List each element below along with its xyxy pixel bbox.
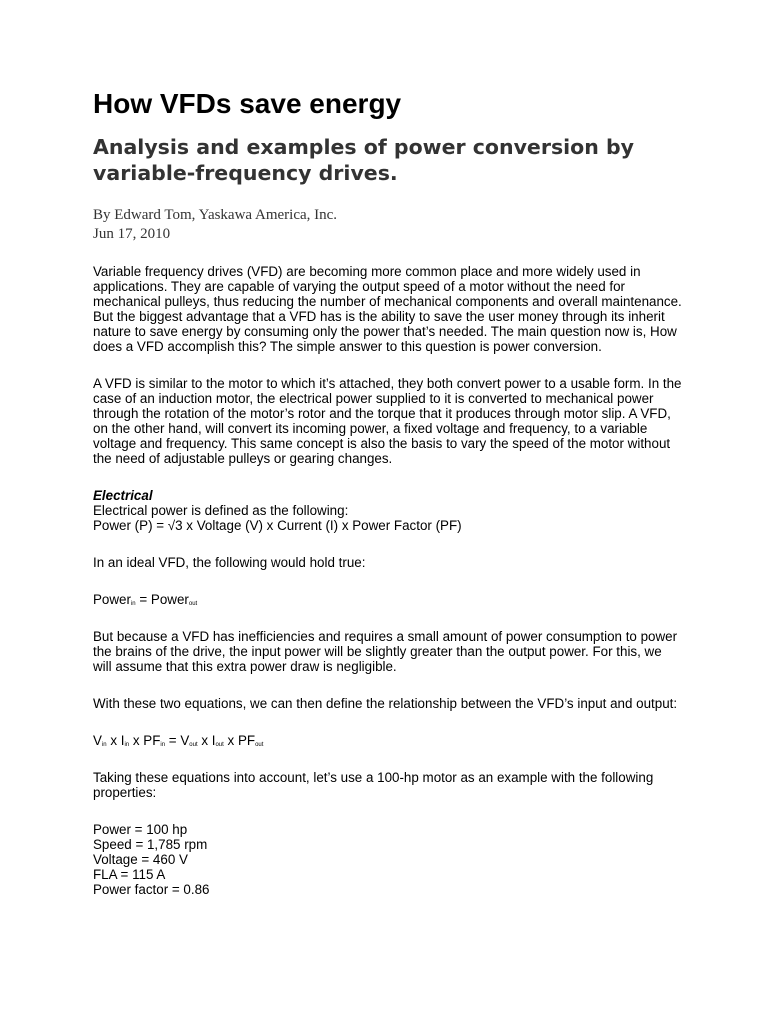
electrical-section: [93, 488, 683, 533]
property-voltage: Voltage = 460 V: [93, 852, 188, 867]
paragraph-inefficiencies: But because a VFD has inefficiencies and requires a small amount of power consumption to power the brains of the drive, the input power will be slightly greater than the output power. For this, we will assume that this extra power draw is negligible.: [93, 629, 678, 674]
eq2-i-in: in: [124, 742, 130, 748]
paragraph-relationship: With these two equations, we can then define the relationship between the VFD’s input and output:: [93, 696, 678, 711]
byline: [93, 206, 683, 244]
author-line: By Edward Tom, Yaskawa America, Inc.: [93, 207, 338, 223]
property-power-factor: Power factor = 0.86: [93, 882, 210, 897]
eq2-i-out: out: [215, 742, 224, 748]
article: [93, 84, 683, 897]
eq2-pf-out: out: [255, 742, 264, 748]
eq2-v-out: out: [189, 742, 198, 748]
ideal-vfd-intro: In an ideal VFD, the following would hold true:: [93, 555, 366, 570]
eq2-v: V: [93, 733, 102, 748]
paragraph-intro: Variable frequency drives (VFD) are becoming more common place and more widely used in applications. They are capable of varying the output speed of a motor without the need for mechanical pulleys, thus reducing the number of mechanical components and overall maintenance. But the biggest advantage that a VFD has is the ability to save the user money through its inherit nature to save energy by consuming only the power that’s needed. The main question now is, How does a VFD accomplish this? The simple answer to this question is power conversion.: [93, 264, 682, 354]
property-speed: Speed = 1,785 rpm: [93, 837, 208, 852]
eq2-pf-in: in: [160, 742, 166, 748]
eq2-x2: x PF: [129, 733, 161, 748]
power-formula: Power (P) = √3 x Voltage (V) x Current (I) x Power Factor (PF): [93, 518, 462, 533]
property-fla: FLA = 115 A: [93, 867, 166, 882]
eq2-x1: x I: [106, 733, 125, 748]
article-title: How VFDs save energy: [93, 88, 402, 119]
eq2-v-in: in: [101, 742, 107, 748]
motor-properties-list: [93, 822, 683, 897]
eq1-rhs-sub: out: [188, 601, 198, 607]
article-subtitle: Analysis and examples of power conversion by variable-frequency drives.: [93, 135, 635, 185]
eq1-rhs: Power: [150, 592, 189, 607]
eq2-equals: = V: [165, 733, 190, 748]
paragraph-example-intro: Taking these equations into account, let’s use a 100-hp motor as an example with the following properties:: [93, 770, 654, 800]
equation-power-in-out: [93, 592, 683, 607]
eq2-x4: x PF: [223, 733, 256, 748]
eq1-equals: =: [135, 592, 151, 607]
section-heading-electrical: Electrical: [93, 488, 153, 503]
equation-input-output: [93, 733, 683, 748]
property-power: Power = 100 hp: [93, 822, 188, 837]
electrical-definition: Electrical power is defined as the following:: [93, 503, 349, 518]
eq1-lhs-sub: in: [130, 601, 136, 607]
paragraph-vfd-similarity: A VFD is similar to the motor to which it’s attached, they both convert power to a usable form. In the case of an induction motor, the electrical power supplied to it is converted to mechanical power through the rotation of the motor’s rotor and the torque that it produces through motor slip. A VFD, on the other hand, will convert its incoming power, a fixed voltage and frequency, to a variable voltage and frequency. This same concept is also the basis to vary the speed of the motor without the need of adjustable pulleys or gearing changes.: [93, 376, 682, 466]
publish-date: Jun 17, 2010: [93, 226, 171, 242]
eq1-lhs: Power: [93, 592, 131, 607]
eq2-x3: x I: [197, 733, 216, 748]
